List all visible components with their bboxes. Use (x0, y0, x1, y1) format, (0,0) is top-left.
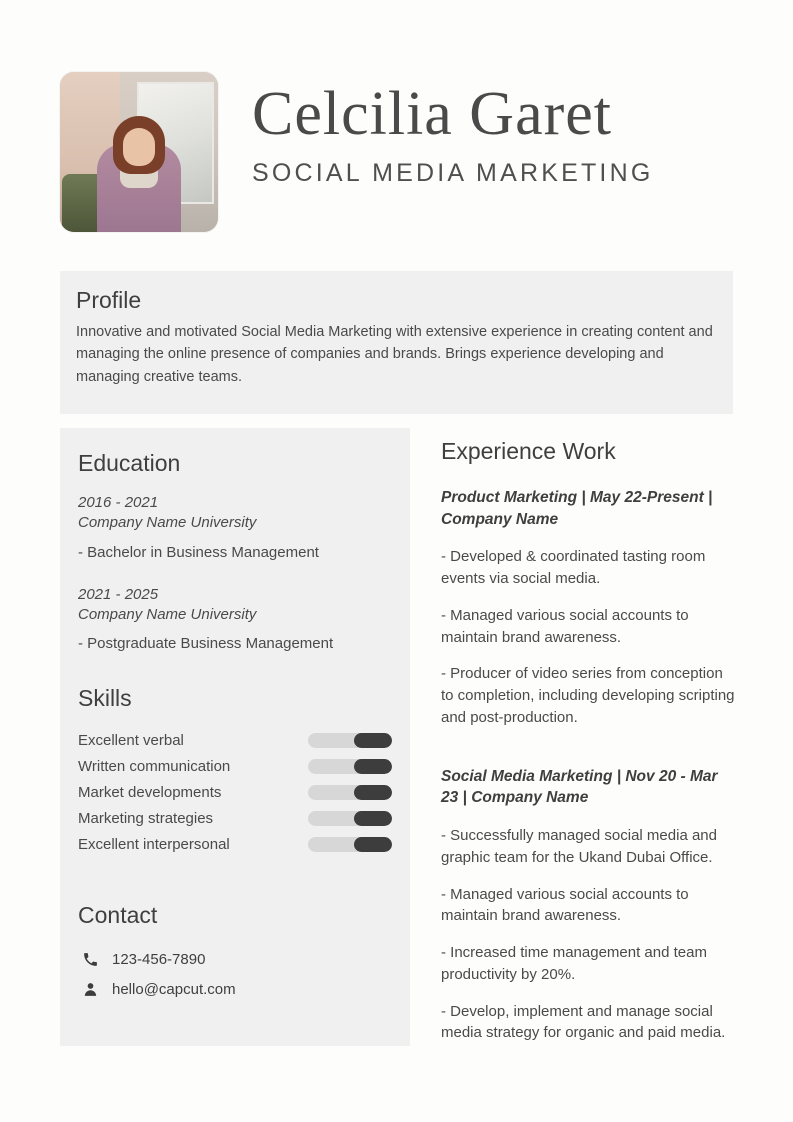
job-heading: Product Marketing | May 22-Present | Company Name (441, 489, 713, 528)
skill-item (78, 728, 392, 754)
skill-label: Excellent verbal (78, 732, 184, 749)
experience-job (441, 766, 736, 1044)
profile-text: Innovative and motivated Social Media Marketing with extensive experience in creating content and managing the online presence of companies and brands. Brings experience developing and managing creative teams. (76, 324, 713, 385)
job-bullet: - Successfully managed social media and graphic team for the Ukand Dubai Office. (441, 827, 717, 866)
education-school: Company Name University (78, 514, 257, 532)
left-column (60, 428, 410, 1046)
skills-title: Skills (78, 684, 132, 711)
contact-title: Contact (78, 901, 158, 928)
person-icon (78, 981, 102, 998)
contact-item-phone[interactable] (78, 945, 392, 975)
skill-bar (308, 785, 392, 800)
right-column (441, 428, 736, 1059)
job-bullet: - Increased time management and team productivity by 20%. (441, 944, 707, 983)
skill-item (78, 806, 392, 832)
portrait-background (60, 72, 218, 232)
education-title: Education (78, 450, 181, 476)
job-heading: Social Media Marketing | Nov 20 - Mar 23 | Company Name (441, 767, 718, 807)
skill-item (78, 780, 392, 806)
experience-title: Experience Work (441, 438, 616, 464)
portrait-photo (60, 72, 218, 232)
portrait-face-shape (123, 128, 155, 166)
contact-item-email[interactable] (78, 975, 392, 1005)
skill-item (78, 754, 392, 780)
header-text-block (252, 72, 653, 188)
resume-header (60, 72, 733, 232)
education-school: Company Name University (78, 606, 257, 623)
skill-label: Written communication (78, 758, 231, 775)
job-bullet: - Managed various social accounts to maintain brand awareness. (441, 606, 689, 646)
candidate-role: SOCIAL MEDIA MARKETING (252, 159, 654, 188)
skill-label: Marketing strategies (78, 810, 214, 827)
skill-label: Market developments (78, 784, 222, 801)
phone-icon (78, 951, 102, 968)
profile-title: Profile (76, 287, 142, 313)
education-dates: 2021 - 2025 (78, 585, 159, 603)
candidate-name: Celcilia Garet (252, 80, 612, 148)
education-degree: - Bachelor in Business Management (78, 543, 319, 561)
contact-email-value: hello@capcut.com (112, 981, 236, 998)
job-bullet: - Developed & coordinated tasting room events via social media. (441, 548, 706, 588)
skill-bar (308, 811, 392, 826)
job-bullet: - Develop, implement and manage social media strategy for organic and paid media. (441, 1002, 726, 1042)
skill-bar (308, 837, 392, 852)
skill-bar (308, 759, 392, 774)
skill-item (78, 832, 392, 858)
profile-section (60, 271, 733, 414)
experience-job (441, 487, 736, 729)
education-item (78, 493, 392, 563)
job-bullet: - Managed various social accounts to maintain brand awareness. (441, 885, 689, 925)
job-separator (441, 744, 736, 766)
education-dates: 2016 - 2021 (78, 494, 159, 511)
contact-phone-value: 123-456-7890 (112, 951, 206, 968)
education-degree: - Postgraduate Business Management (78, 635, 334, 653)
education-item (78, 585, 392, 655)
job-bullet: - Producer of video series from conception to completion, including developing scripting and post-production. (441, 665, 735, 726)
skill-label: Excellent interpersonal (78, 836, 230, 853)
skill-bar (308, 733, 392, 748)
